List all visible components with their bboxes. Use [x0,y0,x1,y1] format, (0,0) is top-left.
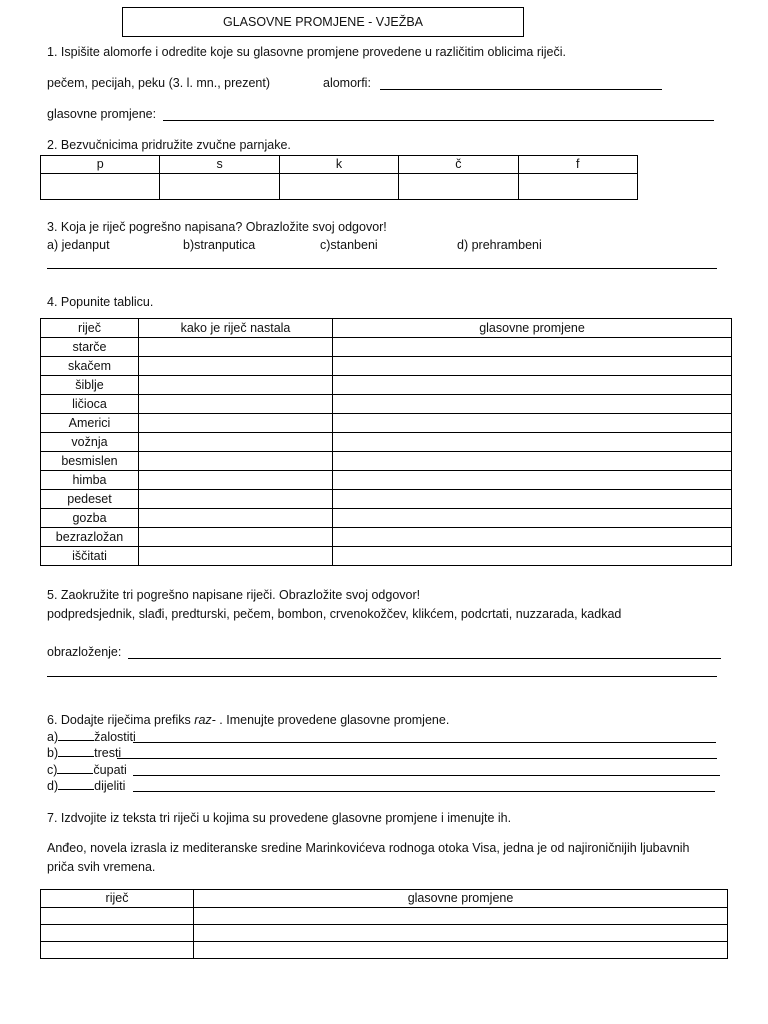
q6-prefix-blank[interactable] [58,745,94,757]
q7-text: 7. Izdvojite iz teksta tri riječi u kojima su provedene glasovne promjene i imenujte ih. [47,811,512,825]
q4-changes-cell[interactable] [333,376,732,395]
q6-item-a [47,729,136,745]
q7-changes-cell[interactable] [194,942,728,959]
q3-answer-line[interactable] [47,268,717,269]
q6-answer-line-a[interactable] [133,742,716,743]
q5-answer-line[interactable] [128,658,721,659]
q4-word: Americi [41,414,139,433]
q4-origin-cell[interactable] [139,490,333,509]
table-row [41,471,732,490]
q1-words: pečem, pecijah, peku (3. l. mn., prezent) [47,76,271,90]
q6-letter: b) [47,746,59,760]
q6-item-d [47,778,125,794]
q2-header-k: k [279,156,398,174]
q4-changes-cell[interactable] [333,490,732,509]
q4-changes-cell[interactable] [333,509,732,528]
table-row [41,942,728,959]
q4-word: vožnja [41,433,139,452]
q6-prefix-blank[interactable] [58,778,94,790]
q4-origin-cell[interactable] [139,357,333,376]
q4-word: himba [41,471,139,490]
q4-word: gozba [41,509,139,528]
q4-origin-cell[interactable] [139,433,333,452]
q3-option-b[interactable]: b)stranputica [183,238,256,252]
q2-answer-cell[interactable] [41,174,160,200]
q7-word-cell[interactable] [41,942,194,959]
q1-alomorfi-answer-line[interactable] [380,89,662,90]
q7-table [40,889,728,959]
q7-word-cell[interactable] [41,925,194,942]
q4-header-word: riječ [41,319,139,338]
q7-changes-cell[interactable] [194,925,728,942]
q1-alomorfi-label: alomorfi: [323,76,371,90]
q4-table [40,318,732,566]
table-row [41,376,732,395]
table-row [41,547,732,566]
table-row [41,509,732,528]
q2-header-p: p [41,156,160,174]
q2-header-c: č [399,156,518,174]
q6-word: dijeliti [94,779,126,793]
q6-text-before: 6. Dodajte riječima prefiks [47,713,195,727]
q6-answer-line-c[interactable] [133,775,720,776]
q6-letter: c) [47,763,58,777]
q4-origin-cell[interactable] [139,452,333,471]
q7-passage-line1: Anđeo, novela izrasla iz mediteranske sredine Marinkovićeva rodnoga otoka Visa, jedna je od najironičnijih ljubavnih [47,841,690,855]
q2-answer-cell[interactable] [399,174,518,200]
q6-prefix: raz- [194,713,216,727]
q6-letter: d) [47,779,59,793]
q4-origin-cell[interactable] [139,547,333,566]
q4-origin-cell[interactable] [139,509,333,528]
q2-header-f: f [518,156,637,174]
q4-word: pedeset [41,490,139,509]
q4-header-changes: glasovne promjene [333,319,732,338]
q4-word: starče [41,338,139,357]
table-row [41,908,728,925]
worksheet-title: GLASOVNE PROMJENE - VJEŽBA [222,15,424,29]
q4-changes-cell[interactable] [333,452,732,471]
q6-item-c [47,762,127,778]
q6-prefix-blank[interactable] [58,729,94,741]
q6-text [47,712,449,728]
q6-prefix-blank[interactable] [57,762,93,774]
table-row [41,357,732,376]
q7-header-changes: glasovne promjene [194,890,728,908]
q6-letter: a) [47,730,59,744]
worksheet-title-box [122,7,524,37]
q4-origin-cell[interactable] [139,395,333,414]
q4-changes-cell[interactable] [333,357,732,376]
table-row [41,338,732,357]
q7-passage-line2: priča svih vremena. [47,860,156,874]
q2-answer-cell[interactable] [279,174,398,200]
q5-label: obrazloženje: [47,645,122,659]
q2-answer-cell[interactable] [518,174,637,200]
q4-changes-cell[interactable] [333,528,732,547]
q4-changes-cell[interactable] [333,395,732,414]
table-row [41,433,732,452]
q4-origin-cell[interactable] [139,376,333,395]
q4-word: skačem [41,357,139,376]
q5-text: 5. Zaokružite tri pogrešno napisane riječi. Obrazložite svoj odgovor! [47,588,421,602]
q7-changes-cell[interactable] [194,908,728,925]
q4-origin-cell[interactable] [139,414,333,433]
q3-option-a[interactable]: a) jedanput [47,238,110,252]
q4-word: ličioca [41,395,139,414]
q7-word-cell[interactable] [41,908,194,925]
q6-answer-line-b[interactable] [117,758,717,759]
q5-answer-line-2[interactable] [47,676,717,677]
q7-header-word: riječ [41,890,194,908]
q6-word: čupati [93,763,127,777]
table-row [41,925,728,942]
q3-text: 3. Koja je riječ pogrešno napisana? Obrazložite svoj odgovor! [47,220,387,234]
q3-option-d[interactable]: d) prehrambeni [457,238,542,252]
q4-changes-cell[interactable] [333,547,732,566]
q2-header-s: s [160,156,279,174]
q4-word: bezrazložan [41,528,139,547]
table-row [41,490,732,509]
q5-words: podpredsjednik, slađi, predturski, pečem, bombon, crvenokožčev, klikćem, podcrtati, nuzzarada, kadkad [47,607,622,621]
q4-origin-cell[interactable] [139,528,333,547]
q2-answer-cell[interactable] [160,174,279,200]
table-row [41,395,732,414]
q6-answer-line-d[interactable] [133,791,715,792]
q4-changes-cell[interactable] [333,414,732,433]
q6-word: tresti [94,746,122,760]
table-row [41,414,732,433]
q4-text: 4. Popunite tablicu. [47,295,154,309]
q4-word: besmislen [41,452,139,471]
q6-word: žalostiti [94,730,136,744]
q4-changes-cell[interactable] [333,433,732,452]
q4-changes-cell[interactable] [333,471,732,490]
table-row [41,528,732,547]
q4-word: šiblje [41,376,139,395]
q2-table [40,155,638,200]
q4-changes-cell[interactable] [333,338,732,357]
q4-word: iščitati [41,547,139,566]
q1-promjene-label: glasovne promjene: [47,107,157,121]
q6-item-b [47,745,121,761]
q4-origin-cell[interactable] [139,338,333,357]
q2-text: 2. Bezvučnicima pridružite zvučne parnjake. [47,138,291,152]
table-row [41,452,732,471]
q4-origin-cell[interactable] [139,471,333,490]
q1-promjene-answer-line[interactable] [163,120,714,121]
q6-text-after: . Imenujte provedene glasovne promjene. [215,713,450,727]
q1-text: 1. Ispišite alomorfe i odredite koje su glasovne promjene provedene u različitim oblicima riječi. [47,45,566,59]
q4-header-origin: kako je riječ nastala [139,319,333,338]
q3-option-c[interactable]: c)stanbeni [320,238,378,252]
